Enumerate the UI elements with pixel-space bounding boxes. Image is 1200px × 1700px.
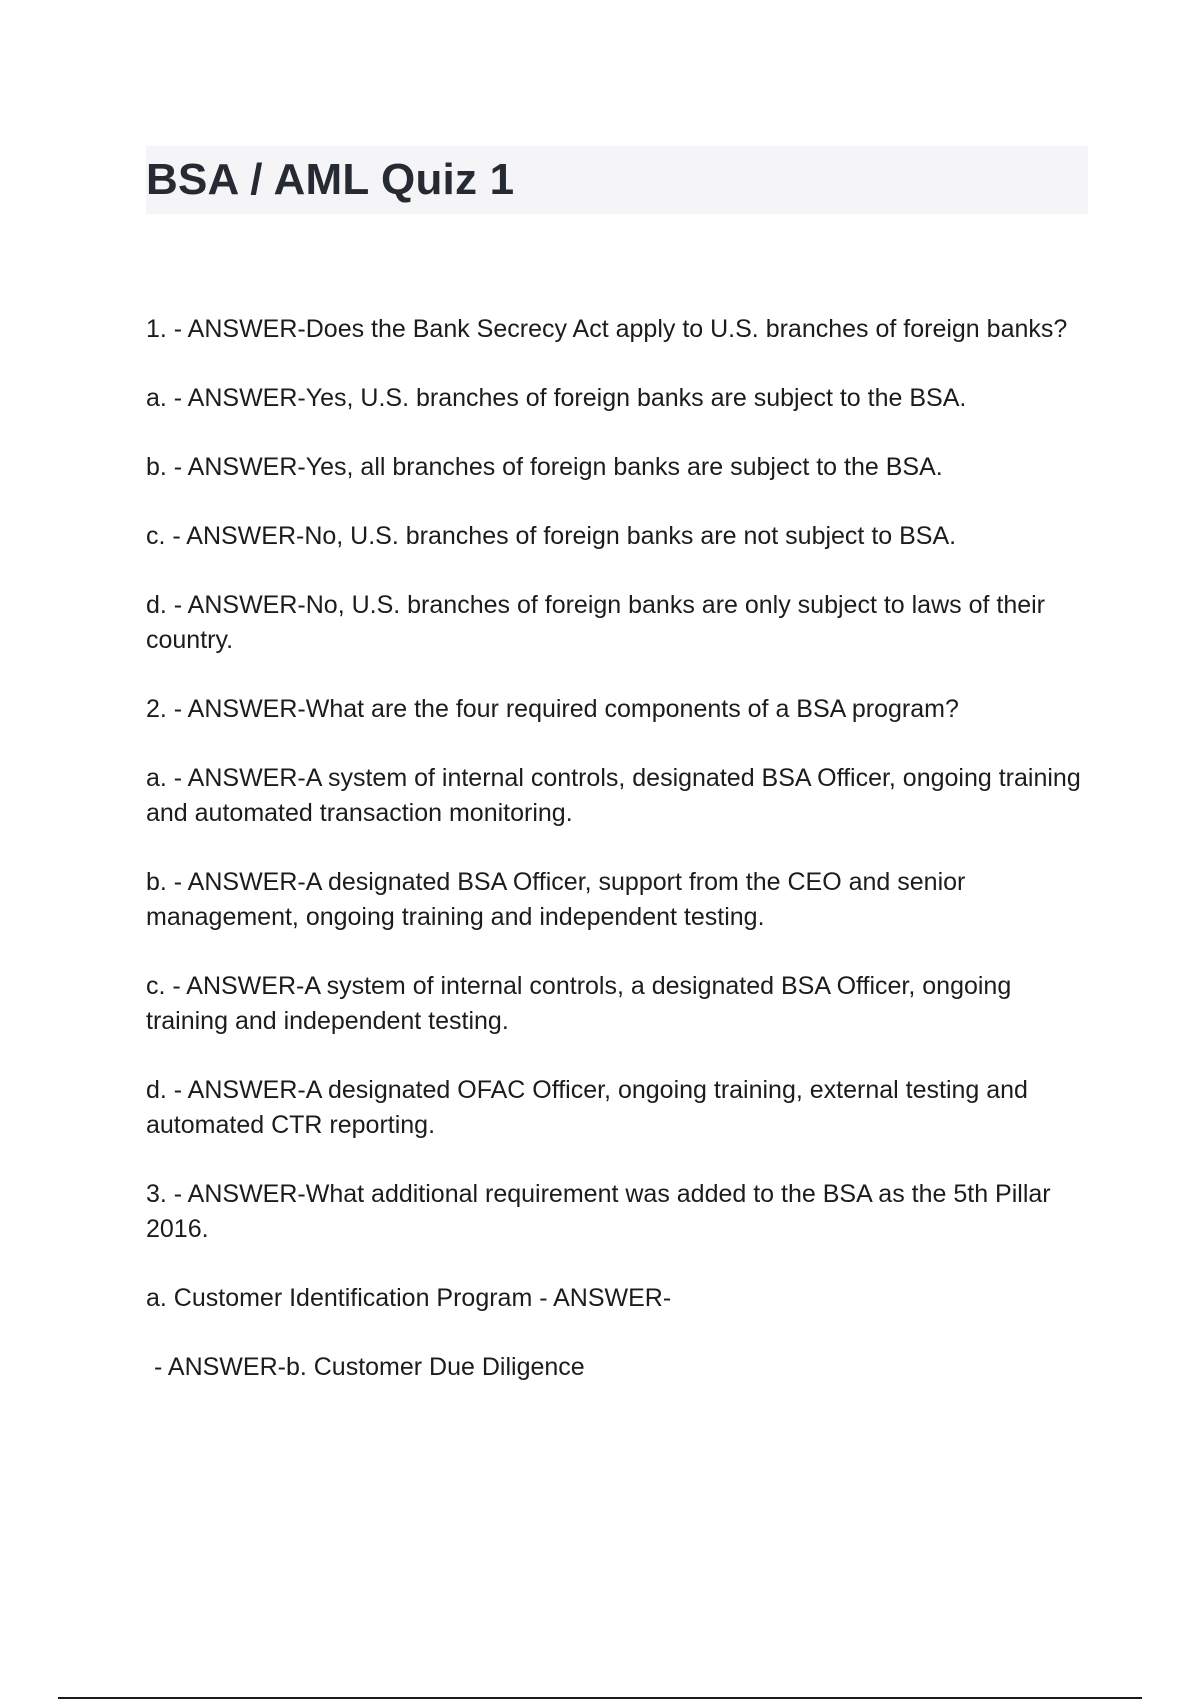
question-1-option-b: b. - ANSWER-Yes, all branches of foreign banks are subject to the BSA. [146,453,943,481]
question-2: 2. - ANSWER-What are the four required components of a BSA program? [146,695,959,723]
page-title: BSA / AML Quiz 1 [146,155,515,204]
question-2-option-a: a. - ANSWER-A system of internal controls, designated BSA Officer, ongoing training and automated transaction monitoring. [146,764,1081,827]
question-1: 1. - ANSWER-Does the Bank Secrecy Act apply to U.S. branches of foreign banks? [146,315,1068,343]
question-3-option-a: a. Customer Identification Program - ANSWER- [146,1284,672,1312]
question-3-option-b: - ANSWER-b. Customer Due Diligence [154,1353,585,1381]
title-banner [146,146,1088,214]
question-2-option-b: b. - ANSWER-A designated BSA Officer, support from the CEO and senior management, ongoing training and independent testing. [146,868,966,931]
question-1-option-d: d. - ANSWER-No, U.S. branches of foreign banks are only subject to laws of their country. [146,591,1046,654]
question-1-option-a: a. - ANSWER-Yes, U.S. branches of foreign banks are subject to the BSA. [146,384,967,412]
question-2-option-c: c. - ANSWER-A system of internal controls, a designated BSA Officer, ongoing training and independent testing. [146,972,1012,1035]
question-2-option-d: d. - ANSWER-A designated OFAC Officer, ongoing training, external testing and automated CTR reporting. [146,1076,1028,1139]
footer-divider [58,1697,1142,1699]
quiz-content [146,312,1086,1419]
question-3: 3. - ANSWER-What additional requirement was added to the BSA as the 5th Pillar 2016. [146,1180,1051,1243]
question-1-option-c: c. - ANSWER-No, U.S. branches of foreign banks are not subject to BSA. [146,522,957,550]
